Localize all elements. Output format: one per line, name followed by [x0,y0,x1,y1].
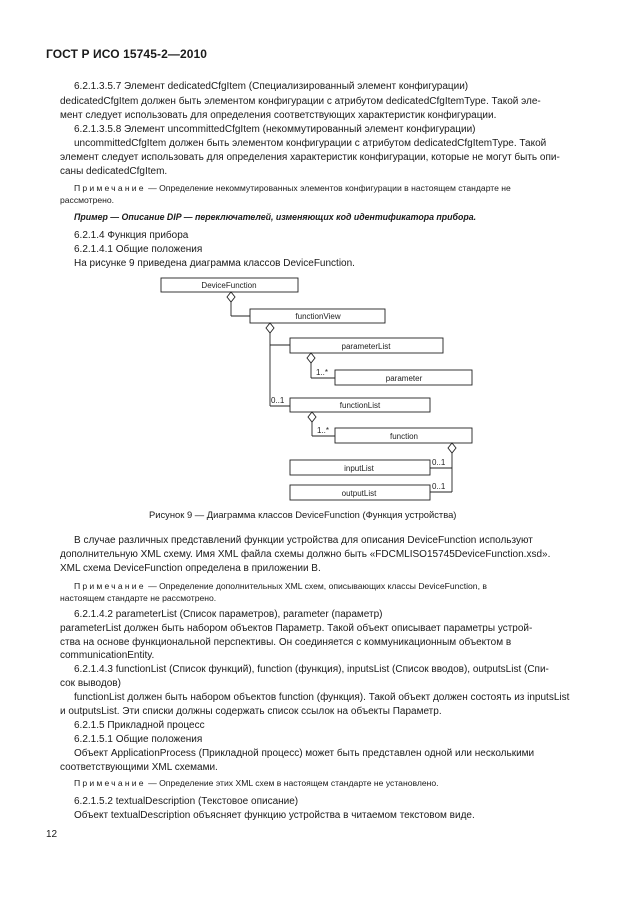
paragraph-line: соответствующими XML схемами. [60,762,218,773]
multiplicity-label: 0..1 [271,396,285,405]
clause-6-2-1-5-title: 6.2.1.5 Прикладной процесс [74,720,205,731]
paragraph-line: В случае различных представлений функции устройства для описания DeviceFunction используют [74,535,533,546]
aggregation-diamond [308,412,316,422]
aggregation-diamond [307,353,315,363]
paragraph-line: мент следует использовать для определения соответствующих характеристик конфигурации. [60,110,497,121]
paragraph-line: Объект ApplicationProcess (Прикладной процесс) может быть представлен одной или несколькими [74,748,535,759]
clause-6-2-1-4-2-title: 6.2.1.4.2 parameterList (Список параметров), parameter (параметр) [74,609,383,620]
note-3 [74,777,439,789]
aggregation-diamond [448,443,456,453]
clause-6-2-1-4-3-title: 6.2.1.4.3 functionList (Список функций), function (функция), inputsList (Список вводов), outputsList (Спи- [74,664,549,675]
paragraph-line: ства на основе функциональной перспективы. Он соединяется с коммуникационным объектом в [60,637,512,648]
note-2 [74,580,487,592]
multiplicity-label: 1..* [317,426,330,435]
clause-6-2-1-4-1-title: 6.2.1.4.1 Общие положения [74,244,203,255]
paragraph-line: functionList должен быть набором объектов function (функция). Такой объект должен состоять из inputsList [74,692,570,703]
multiplicity-label: 0..1 [432,482,446,491]
paragraph-line: дополнительную XML схему. Имя XML файла схемы должно быть «FDCMLISO15745DeviceFunction.xsd». [60,549,551,560]
note-text: — Определение некоммутированных элементов конфигурации в настоящем стандарте не [145,183,511,193]
input-list-label: inputList [344,464,374,473]
aggregation-diamond [227,292,235,302]
device-function-label: DeviceFunction [201,281,257,290]
clause-6-2-1-5-2-title: 6.2.1.5.2 textualDescription (Текстовое описание) [74,796,299,807]
paragraph-line: сок выводов) [60,678,121,689]
paragraph-line: XML схема DeviceFunction определена в приложении В. [60,563,321,574]
clause-6-2-1-3-5-7-title: 6.2.1.3.5.7 Элемент dedicatedCfgItem (Специализированный элемент конфигурации) [74,81,469,92]
paragraph-line: communicationEntity. [60,650,155,661]
document-header: ГОСТ Р ИСО 15745-2—2010 [46,47,208,61]
note-label: Примечание [74,183,146,193]
paragraph-line: саны dedicatedCfgItem. [60,166,168,177]
clause-6-2-1-3-5-8-title: 6.2.1.3.5.8 Элемент uncommittedCfgItem (некоммутированный элемент конфигурации) [74,124,476,135]
example: Пример — Описание DIP — переключателей, изменяющих код идентификатора прибора. [74,212,477,222]
page-number: 12 [46,829,58,840]
paragraph-line: Объект textualDescription объясняет функцию устройства в читаемом текстовом виде. [74,810,475,821]
parameter-list-label: parameterList [341,342,391,351]
clause-6-2-1-4-title: 6.2.1.4 Функция прибора [74,230,189,241]
paragraph-line: uncommittedCfgItem должен быть элементом конфигурации с атрибутом dedicatedCfgItemType. Такой [74,138,547,149]
paragraph-line: и outputsList. Эти списки должны содержать список ссылок на объекты Параметр. [60,706,442,717]
multiplicity-label: 1..* [316,368,329,377]
note-text: — Определение этих XML схем в настоящем стандарте не установлено. [145,778,439,788]
figure-caption: Рисунок 9 — Диаграмма классов DeviceFunction (Функция устройства) [149,509,457,520]
note-text: — Определение дополнительных XML схем, описывающих классы DeviceFunction, в [145,581,487,591]
clause-6-2-1-5-1-title: 6.2.1.5.1 Общие положения [74,734,203,745]
function-list-label: functionList [339,401,381,410]
note-label: Примечание [74,778,146,788]
output-list-label: outputList [341,489,377,498]
paragraph-line: На рисунке 9 приведена диаграмма классов DeviceFunction. [74,258,355,269]
note-2-cont: настоящем стандарте не рассмотрено. [60,593,217,603]
note-1-cont: рассмотрено. [60,195,115,205]
aggregation-diamond [266,323,274,333]
paragraph-line: элемент следует использовать для определения характеристик конфигурации, которые не могут быть опи- [60,152,560,163]
multiplicity-label: 0..1 [432,458,446,467]
note-label: Примечание [74,581,146,591]
parameter-label: parameter [385,374,423,383]
paragraph-line: dedicatedCfgItem должен быть элементом конфигурации с атрибутом dedicatedCfgItemType. Такой эле- [60,96,541,107]
paragraph-line: parameterList должен быть набором объектов Параметр. Такой объект описывает параметры устрой- [60,623,533,634]
function-view-label: functionView [295,312,341,321]
function-label: function [389,432,419,441]
